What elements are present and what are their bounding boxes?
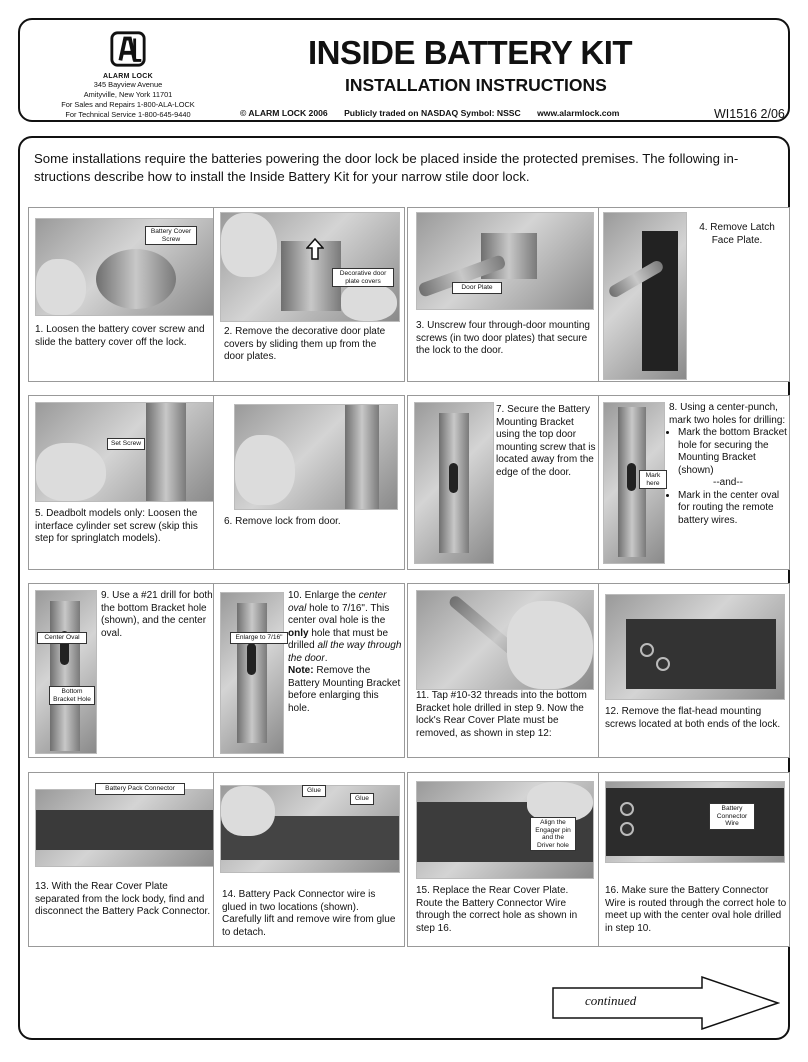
- step-11-caption: 11. Tap #10-32 threads into the bottom Bracket hole drilled in step 9. Now the lock's Rear Cover Plate must be removed, as shown in step 12:: [416, 690, 587, 739]
- alarm-lock-logo-icon: [109, 30, 147, 68]
- step-11-photo: [416, 590, 594, 690]
- step-12-photo: [605, 594, 785, 700]
- step-8-intro: 8. Using a center-punch, mark two holes for drilling:: [669, 402, 786, 426]
- step-10-text: hole to 7/16". This center oval hole is the: [288, 602, 390, 626]
- step-13: [28, 772, 220, 947]
- step-2-photo: [220, 212, 400, 322]
- step-8-and: --and--: [712, 477, 743, 488]
- step-10-photo: [220, 592, 284, 754]
- step-12: [598, 583, 790, 758]
- step-6-photo: [234, 404, 398, 510]
- step-9-caption: 9. Use a #21 drill for both the bottom Bracket hole (shown), and the center oval.: [101, 590, 213, 639]
- callout-door-plate: Door Plate: [452, 282, 502, 294]
- step-4-photo: [603, 212, 687, 380]
- company-block: [42, 30, 214, 120]
- step-7-caption: 7. Secure the Battery Mounting Bracket using the top door mounting screw that is located away from the edge of the door.: [496, 404, 596, 478]
- document-title: INSIDE BATTERY KIT: [308, 34, 633, 71]
- callout-battery-connector-wire: Battery Connector Wire: [709, 803, 755, 830]
- step-16: [598, 772, 790, 947]
- step-4-caption: 4. Remove Latch Face Plate.: [699, 222, 775, 246]
- sales-phone: For Sales and Repairs 1-800-ALA-LOCK: [61, 100, 195, 109]
- callout-enlarge: Enlarge to 7/16": [230, 632, 288, 644]
- step-14: [213, 772, 405, 947]
- step-7-photo: [414, 402, 494, 564]
- step-13-photo: [35, 789, 215, 867]
- step-1-caption: 1. Loosen the battery cover screw and slide the battery cover off the lock.: [35, 324, 205, 348]
- up-arrow-icon: [306, 238, 324, 260]
- website: www.alarmlock.com: [537, 108, 620, 118]
- step-9-photo: [35, 590, 97, 754]
- step-9: [28, 583, 220, 758]
- step-10-text: center oval: [288, 590, 387, 614]
- callout-center-oval: Center Oval: [37, 632, 87, 644]
- step-5: [28, 395, 220, 570]
- header-box: [18, 18, 790, 122]
- document-subtitle: INSTALLATION INSTRUCTIONS: [345, 75, 607, 95]
- step-13-caption: 13. With the Rear Cover Plate separated from the lock body, find and disconnect the Battery Pack Connector.: [35, 881, 211, 917]
- step-10-caption: [288, 590, 402, 715]
- callout-bottom-bracket-hole: Bottom Bracket Hole: [49, 686, 95, 705]
- intro-paragraph: Some installations require the batteries powering the door lock be placed inside the protected premises. The following in-structions describe how to install the Inside Battery Kit for your narrow stile door lock.: [34, 151, 739, 184]
- callout-glue-2: Glue: [350, 793, 374, 805]
- address-line: Amityville, New York 11701: [83, 90, 173, 99]
- step-15: [407, 772, 599, 947]
- step-10: [213, 583, 405, 758]
- step-10-text: hole that must be drilled: [288, 627, 389, 651]
- step-2: [213, 207, 405, 382]
- company-name: ALARM LOCK: [102, 73, 154, 80]
- step-4: [598, 207, 790, 382]
- callout-mark-here: Mark here: [639, 470, 667, 489]
- copyright: © ALARM LOCK 2006: [240, 108, 328, 118]
- callout-glue-1: Glue: [302, 785, 326, 797]
- step-5-photo: [35, 402, 215, 502]
- step-15-caption: 15. Replace the Rear Cover Plate. Route the Battery Connector Wire through the correct hole as shown in step 16.: [416, 885, 578, 934]
- step-3: [407, 207, 599, 382]
- callout-set-screw: Set Screw: [107, 438, 145, 450]
- callout-battery-cover-screw: Battery Cover Screw: [145, 226, 197, 245]
- step-16-caption: 16. Make sure the Battery Connector Wire is routed through the correct hole to meet up with the center oval hole drilled in step 10.: [605, 885, 787, 934]
- step-10-text: .: [324, 652, 328, 664]
- document-number: WI1516 2/06: [714, 107, 785, 121]
- address-line: 345 Bayview Avenue: [93, 80, 163, 89]
- step-7: [407, 395, 599, 570]
- step-8-caption: [669, 402, 787, 527]
- step-1: [28, 207, 220, 382]
- tech-phone: For Technical Service 1-800-645-9440: [65, 110, 191, 119]
- step-10-text: only: [288, 627, 309, 639]
- callout-decorative-door-plate-covers: Decorative door plate covers: [332, 268, 394, 287]
- callout-align-engager-pin: Align the Engager pin and the Driver hole: [530, 817, 576, 851]
- step-8: [598, 395, 790, 570]
- step-3-photo: [416, 212, 594, 310]
- step-5-caption: 5. Deadbolt models only: Loosen the interface cylinder set screw (skip this step for springlatch models).: [35, 508, 198, 544]
- step-6-caption: 6. Remove lock from door.: [224, 516, 341, 527]
- callout-battery-pack-connector: Battery Pack Connector: [95, 783, 185, 795]
- step-10-text: all the way through the door: [288, 640, 402, 664]
- step-14-caption: 14. Battery Pack Connector wire is glued in two locations (shown). Carefully lift and remove wire from glue to detach.: [222, 889, 396, 938]
- step-8-bullet-2: • Mark in the center oval for routing the remote battery wires.: [678, 490, 787, 528]
- step-3-caption: 3. Unscrew four through-door mounting screws (in two door plates) that secure the lock to the door.: [416, 320, 590, 356]
- step-10-note-label: Note:: [288, 665, 314, 676]
- step-6: [213, 395, 405, 570]
- step-16-photo: [605, 781, 785, 863]
- continued-label: continued: [585, 993, 637, 1008]
- step-10-note: Remove the Battery Mounting Bracket before enlarging this hole.: [288, 665, 401, 714]
- step-2-caption: 2. Remove the decorative door plate covers by sliding them up from the door plates.: [224, 326, 386, 362]
- copyright-row: [240, 108, 633, 118]
- step-10-text: 10. Enlarge the: [288, 590, 359, 601]
- step-8-bullet-1: • Mark the bottom Bracket hole for securing the Mounting Bracket (shown): [678, 427, 787, 477]
- step-11: [407, 583, 599, 758]
- step-12-caption: 12. Remove the flat-head mounting screws located at both ends of the lock.: [605, 706, 781, 730]
- nasdaq-info: Publicly traded on NASDAQ Symbol: NSSC: [344, 108, 521, 118]
